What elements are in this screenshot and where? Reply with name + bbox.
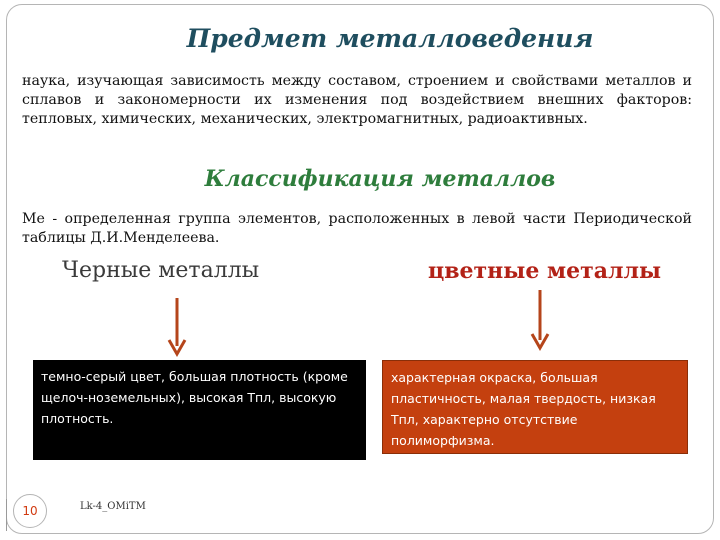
- classification-title: Классификация металлов: [204, 166, 556, 192]
- frame-divider: [6, 499, 7, 531]
- black-metals-description: темно-серый цвет, большая плотность (кроме щелоч-ноземельных), высокая Тпл, высокую плотность.: [33, 360, 366, 460]
- definition-text: наука, изучающая зависимость между составом, строением и свойствами металлов и сплавов и закономерности их изменения под воздействием внешних факторов: тепловых, химических, механических, электромагнитных, радиоактивных.: [22, 73, 692, 127]
- footer-label: Lk-4_OMiTM: [80, 501, 146, 512]
- slide-title: Предмет металловедения: [186, 24, 594, 53]
- page-number: 10: [13, 494, 47, 528]
- arrow-down-icon: [528, 288, 552, 354]
- nonferrous-metals-description: характерная окраска, большая пластичность, малая твердость, низкая Тпл, характерно отсутствие полиморфизма.: [382, 360, 688, 454]
- black-metals-heading: Черные металлы: [62, 258, 260, 283]
- arrow-down-icon: [165, 296, 189, 360]
- nonferrous-metals-heading: цветные металлы: [428, 258, 662, 284]
- classification-text: Ме - определенная группа элементов, расположенных в левой части Периодической таблицы Д.И.Менделеева.: [22, 211, 692, 246]
